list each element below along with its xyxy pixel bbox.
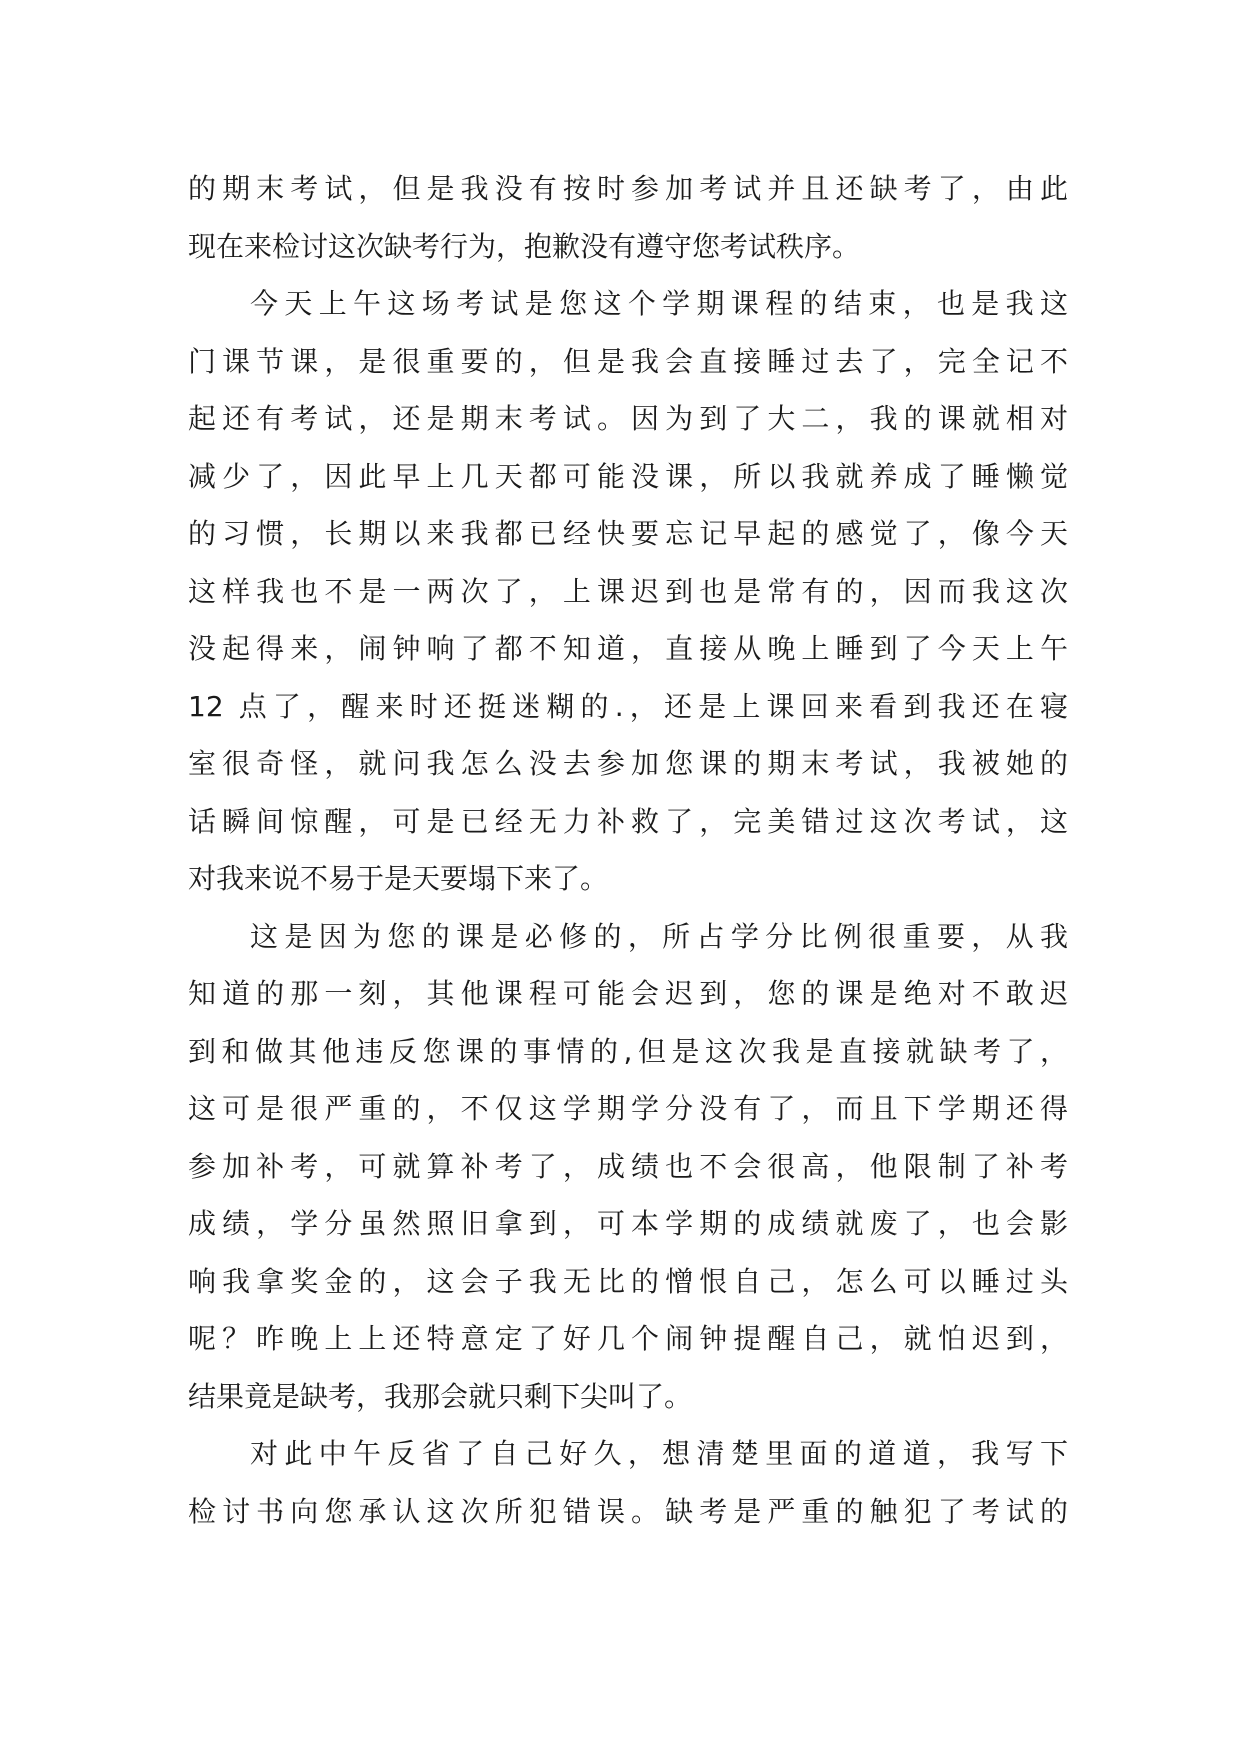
text-line: 知道的那一刻，其他课程可能会迟到，您的课是绝对不敢迟 bbox=[188, 977, 1068, 1010]
text-line: 检讨书向您承认这次所犯错误。缺考是严重的触犯了考试的 bbox=[188, 1494, 1068, 1528]
text-line: 现在来检讨这次缺考行为，抱歉没有遵守您考试秩序。 bbox=[188, 229, 861, 263]
text-line: 今天上午这场考试是您这个学期课程的结束，也是我这 bbox=[250, 287, 1068, 320]
text-line: 没起得来，闹钟响了都不知道，直接从晚上睡到了今天上午 bbox=[188, 632, 1068, 665]
text-line: 参加补考，可就算补考了，成绩也不会很高，他限制了补考 bbox=[188, 1149, 1068, 1183]
text-line: 对我来说不易于是天要塌下来了。 bbox=[188, 862, 609, 895]
document-body bbox=[188, 160, 1068, 1540]
text-line: 室很奇怪，就问我怎么没去参加您课的期末考试，我被她的 bbox=[188, 747, 1068, 780]
text-line: 话瞬间惊醒，可是已经无力补救了，完美错过这次考试，这 bbox=[188, 804, 1068, 838]
text-line: 这可是很严重的，不仅这学期学分没有了，而且下学期还得 bbox=[188, 1092, 1068, 1125]
text-line: 这样我也不是一两次了，上课迟到也是常有的，因而我这次 bbox=[188, 574, 1068, 608]
text-line: 门课节课，是很重要的，但是我会直接睡过去了，完全记不 bbox=[188, 344, 1068, 378]
text-line: 对此中午反省了自己好久，想清楚里面的道道，我写下 bbox=[250, 1437, 1068, 1470]
text-line: 这是因为您的课是必修的，所占学分比例很重要，从我 bbox=[250, 919, 1068, 953]
text-line: 成绩，学分虽然照旧拿到，可本学期的成绩就废了，也会影 bbox=[188, 1207, 1068, 1240]
text-line: 起还有考试，还是期末考试。因为到了大二，我的课就相对 bbox=[188, 402, 1068, 435]
text-line: 呢？昨晚上上还特意定了好几个闹钟提醒自己，就怕迟到， bbox=[188, 1322, 1068, 1355]
text-line: 12 点了，醒来时还挺迷糊的.，还是上课回来看到我还在寝 bbox=[188, 689, 1068, 723]
text-line: 减少了，因此早上几天都可能没课，所以我就养成了睡懒觉 bbox=[188, 459, 1068, 493]
text-line: 响我拿奖金的，这会子我无比的憎恨自己，怎么可以睡过头 bbox=[188, 1264, 1068, 1298]
text-line: 的习惯，长期以来我都已经快要忘记早起的感觉了，像今天 bbox=[188, 517, 1068, 550]
text-line: 的期末考试，但是我没有按时参加考试并且还缺考了，由此 bbox=[188, 172, 1068, 205]
text-line: 结果竟是缺考，我那会就只剩下尖叫了。 bbox=[188, 1379, 693, 1413]
text-line: 到和做其他违反您课的事情的,但是这次我是直接就缺考了， bbox=[188, 1034, 1068, 1068]
